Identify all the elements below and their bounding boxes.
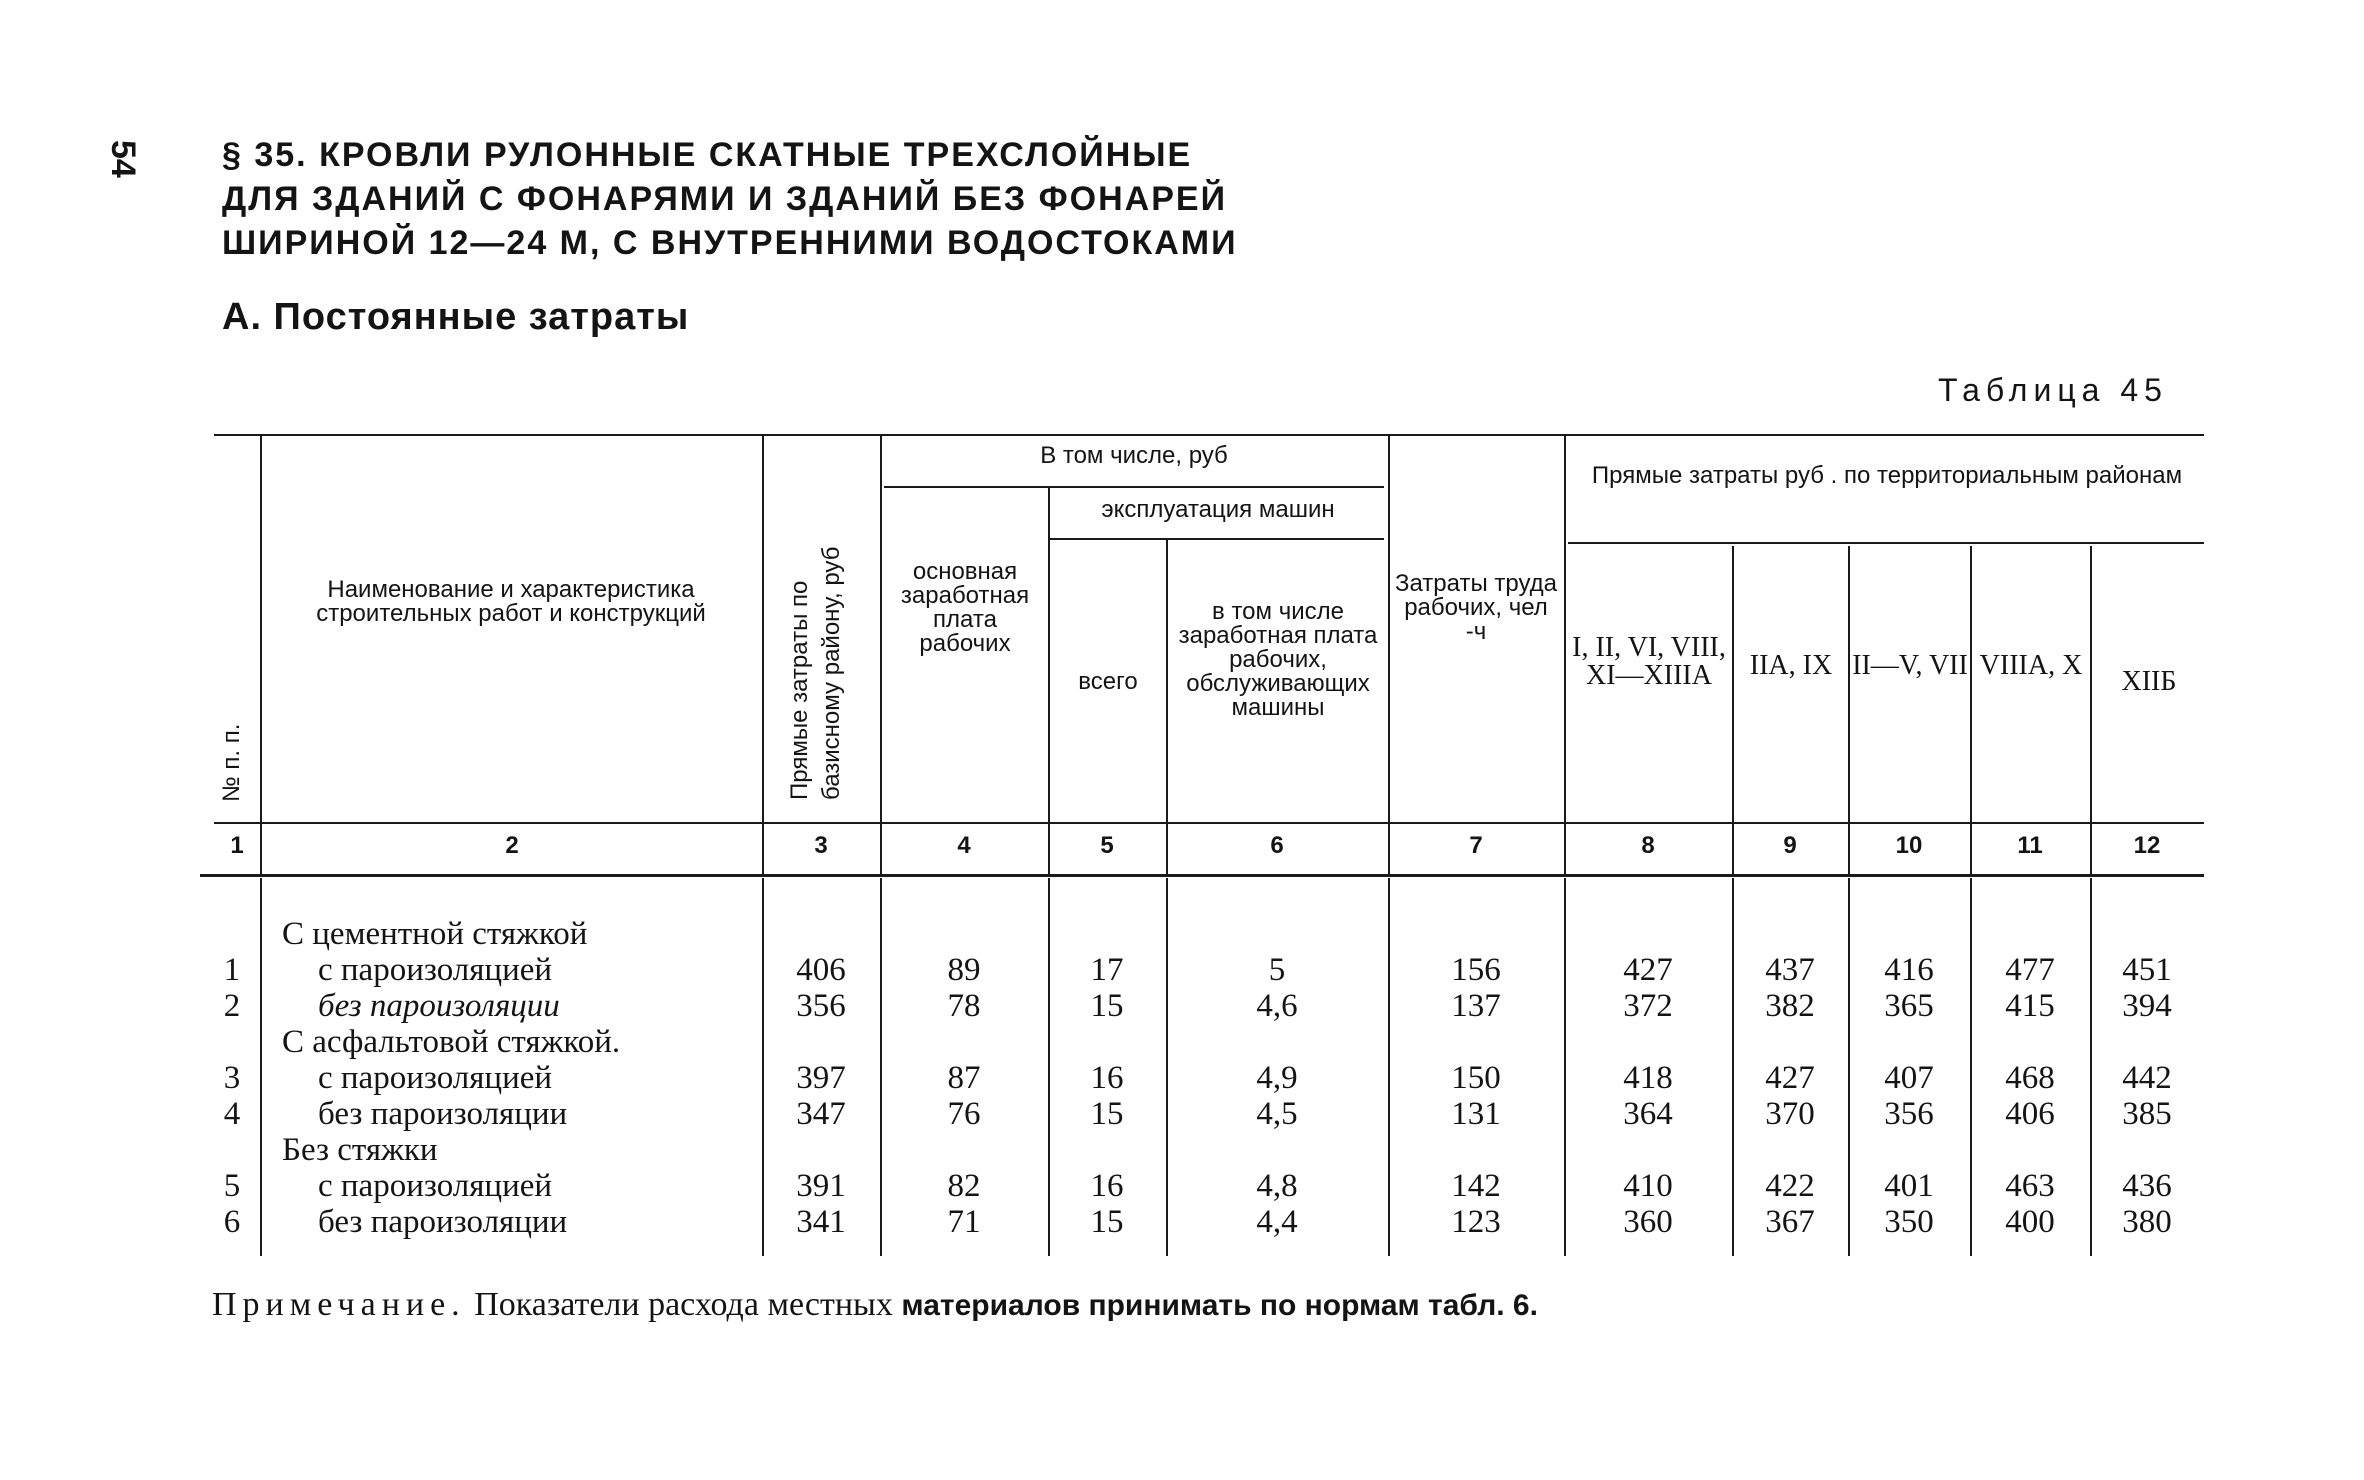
table-cell: 365 xyxy=(1884,988,1934,1024)
footnote-prefix: Примечание. xyxy=(212,1286,466,1323)
column-number: 8 xyxy=(1641,832,1655,859)
group-label: С цементной стяжкой xyxy=(282,916,588,952)
section-title-line-3: ШИРИНОЙ 12—24 М, С ВНУТРЕННИМИ ВОДОСТОКАМИ xyxy=(222,224,1238,262)
table-cell: 451 xyxy=(2122,952,2172,988)
column-number: 6 xyxy=(1270,832,1284,859)
row-name: без пароизоляции xyxy=(318,1204,568,1240)
column-number: 1 xyxy=(230,832,244,859)
col-divider-5 xyxy=(1166,540,1168,874)
section-title-line-1: § 35. КРОВЛИ РУЛОННЫЕ СКАТНЫЕ ТРЕХСЛОЙНЫЕ xyxy=(222,136,1193,174)
table-cell: 406 xyxy=(796,952,846,988)
table-cell: 76 xyxy=(947,1096,981,1132)
table-cell: 415 xyxy=(2005,988,2055,1024)
table-cell: 131 xyxy=(1451,1096,1501,1132)
group-rule-in-total xyxy=(884,486,1384,488)
col-divider-1 xyxy=(260,436,262,874)
group-label: Без стяжки xyxy=(282,1132,438,1168)
table-cell: 418 xyxy=(1623,1060,1673,1096)
table-cell: 16 xyxy=(1090,1168,1124,1204)
table-cell: 4,9 xyxy=(1256,1060,1298,1096)
column-number: 11 xyxy=(2017,832,2043,859)
table-cell: 372 xyxy=(1623,988,1673,1024)
footnote-text: Показатели расхода местных xyxy=(474,1286,893,1323)
header-group-in-total: В том числе, руб xyxy=(1040,442,1228,469)
table-cell: 82 xyxy=(947,1168,981,1204)
table-cell: 356 xyxy=(1884,1096,1934,1132)
column-number: 7 xyxy=(1469,832,1483,859)
row-name: без пароизоляции xyxy=(318,1096,568,1132)
table-cell: 463 xyxy=(2005,1168,2055,1204)
column-number: 9 xyxy=(1783,832,1797,859)
table-cell: 477 xyxy=(2005,952,2055,988)
table-cell: 4,8 xyxy=(1256,1168,1298,1204)
table-cell: 4,5 xyxy=(1256,1096,1298,1132)
column-number: 10 xyxy=(1895,832,1923,859)
table-cell: 71 xyxy=(947,1204,981,1240)
table-cell: 87 xyxy=(947,1060,981,1096)
header-col6: в том числе заработная плата рабочих, обслуживающих машины xyxy=(1178,598,1378,721)
table-cell: 442 xyxy=(2122,1060,2172,1096)
table-cell: 5 xyxy=(1268,952,1286,988)
table-cell: 137 xyxy=(1451,988,1501,1024)
column-number: 4 xyxy=(957,832,971,859)
table-cell: 156 xyxy=(1451,952,1501,988)
table-cell: 394 xyxy=(2122,988,2172,1024)
header-col9: IIA, IX xyxy=(1749,650,1833,681)
table-cell: 427 xyxy=(1623,952,1673,988)
column-number: 12 xyxy=(2133,832,2161,859)
group-label: С асфальтовой стяжкой. xyxy=(282,1024,621,1060)
header-col4: основная заработная плата рабочих xyxy=(900,558,1030,657)
col-divider-6 xyxy=(1388,436,1390,874)
row-name: с пароизоляцией xyxy=(318,1060,553,1096)
col-divider-3 xyxy=(880,436,882,874)
table-cell: 468 xyxy=(2005,1060,2055,1096)
header-col11: VIIIA, X xyxy=(1979,650,2083,681)
table-cell: 150 xyxy=(1451,1060,1501,1096)
table-cell: 401 xyxy=(1884,1168,1934,1204)
table-label: Таблица 45 xyxy=(1938,372,2168,408)
row-name: без пароизоляции xyxy=(318,988,560,1024)
body-divider-1 xyxy=(260,878,262,1256)
footnote xyxy=(212,1286,1538,1324)
col-divider-2 xyxy=(762,436,764,874)
table-cell: 385 xyxy=(2122,1096,2172,1132)
row-name: с пароизоляцией xyxy=(318,952,553,988)
table-cell: 15 xyxy=(1090,988,1124,1024)
column-number: 2 xyxy=(505,832,519,859)
table-cell: 400 xyxy=(2005,1204,2055,1240)
column-number-rule xyxy=(200,874,2204,877)
column-number: 5 xyxy=(1100,832,1114,859)
group-rule-regions xyxy=(1568,542,2204,544)
row-number: 1 xyxy=(223,952,241,988)
header-col7: Затраты труда рабочих, чел -ч xyxy=(1394,570,1557,645)
header-col8: I, II, VI, VIII, XI—XIIIA xyxy=(1572,632,1726,691)
table-cell: 367 xyxy=(1765,1204,1815,1240)
row-number: 6 xyxy=(223,1204,241,1240)
subtitle: А. Постоянные затраты xyxy=(222,296,690,338)
table-cell: 341 xyxy=(796,1204,846,1240)
table-cell: 437 xyxy=(1765,952,1815,988)
table-cell: 89 xyxy=(947,952,981,988)
table-cell: 397 xyxy=(796,1060,846,1096)
table-cell: 4,4 xyxy=(1256,1204,1298,1240)
table-cell: 356 xyxy=(796,988,846,1024)
table-cell: 364 xyxy=(1623,1096,1673,1132)
row-name: с пароизоляцией xyxy=(318,1168,553,1204)
table-cell: 370 xyxy=(1765,1096,1815,1132)
table-cell: 422 xyxy=(1765,1168,1815,1204)
table-top-rule xyxy=(214,434,2204,436)
table-cell: 407 xyxy=(1884,1060,1934,1096)
row-number: 3 xyxy=(223,1060,241,1096)
row-number: 4 xyxy=(223,1096,241,1132)
table-cell: 391 xyxy=(796,1168,846,1204)
table-cell: 16 xyxy=(1090,1060,1124,1096)
column-number: 3 xyxy=(814,832,828,859)
table-cell: 15 xyxy=(1090,1096,1124,1132)
header-col12: XIIБ xyxy=(2121,666,2177,697)
group-rule-machines xyxy=(1050,538,1384,540)
table-cell: 427 xyxy=(1765,1060,1815,1096)
header-bottom-rule xyxy=(214,822,2204,824)
table-cell: 78 xyxy=(947,988,981,1024)
page-number: 54 xyxy=(104,140,142,178)
table-cell: 360 xyxy=(1623,1204,1673,1240)
table-cell: 17 xyxy=(1090,952,1124,988)
section-title-line-2: ДЛЯ ЗДАНИЙ С ФОНАРЯМИ И ЗДАНИЙ БЕЗ ФОНАРЕЙ xyxy=(222,180,1228,218)
table-cell: 436 xyxy=(2122,1168,2172,1204)
table-cell: 4,6 xyxy=(1256,988,1298,1024)
table-cell: 142 xyxy=(1451,1168,1501,1204)
row-number: 2 xyxy=(223,988,241,1024)
table-cell: 350 xyxy=(1884,1204,1934,1240)
header-group-machines: эксплуатация машин xyxy=(1101,496,1335,523)
footnote-bold-text: материалов принимать по нормам табл. 6. xyxy=(901,1289,1538,1322)
row-number: 5 xyxy=(223,1168,241,1204)
col-divider-7 xyxy=(1564,436,1566,874)
table-cell: 380 xyxy=(2122,1204,2172,1240)
col-divider-11 xyxy=(2090,546,2092,874)
header-col5: всего xyxy=(1078,668,1138,695)
table-cell: 15 xyxy=(1090,1204,1124,1240)
table-cell: 410 xyxy=(1623,1168,1673,1204)
table-cell: 382 xyxy=(1765,988,1815,1024)
header-col1: № п. п. xyxy=(218,723,245,802)
header-group-regions: Прямые затраты руб . по территориальным районам xyxy=(1591,462,2183,489)
col-divider-9 xyxy=(1848,546,1850,874)
header-col3: Прямые затраты по базисному району, руб xyxy=(786,546,845,800)
table-cell: 347 xyxy=(796,1096,846,1132)
col-divider-10 xyxy=(1970,546,1972,874)
table-cell: 123 xyxy=(1451,1204,1501,1240)
col-divider-8 xyxy=(1732,546,1734,874)
table-cell: 406 xyxy=(2005,1096,2055,1132)
header-col10: II—V, VII xyxy=(1852,650,1968,681)
table-cell: 416 xyxy=(1884,952,1934,988)
header-col2: Наименование и характеристика строительных работ и конструкций xyxy=(316,576,706,627)
